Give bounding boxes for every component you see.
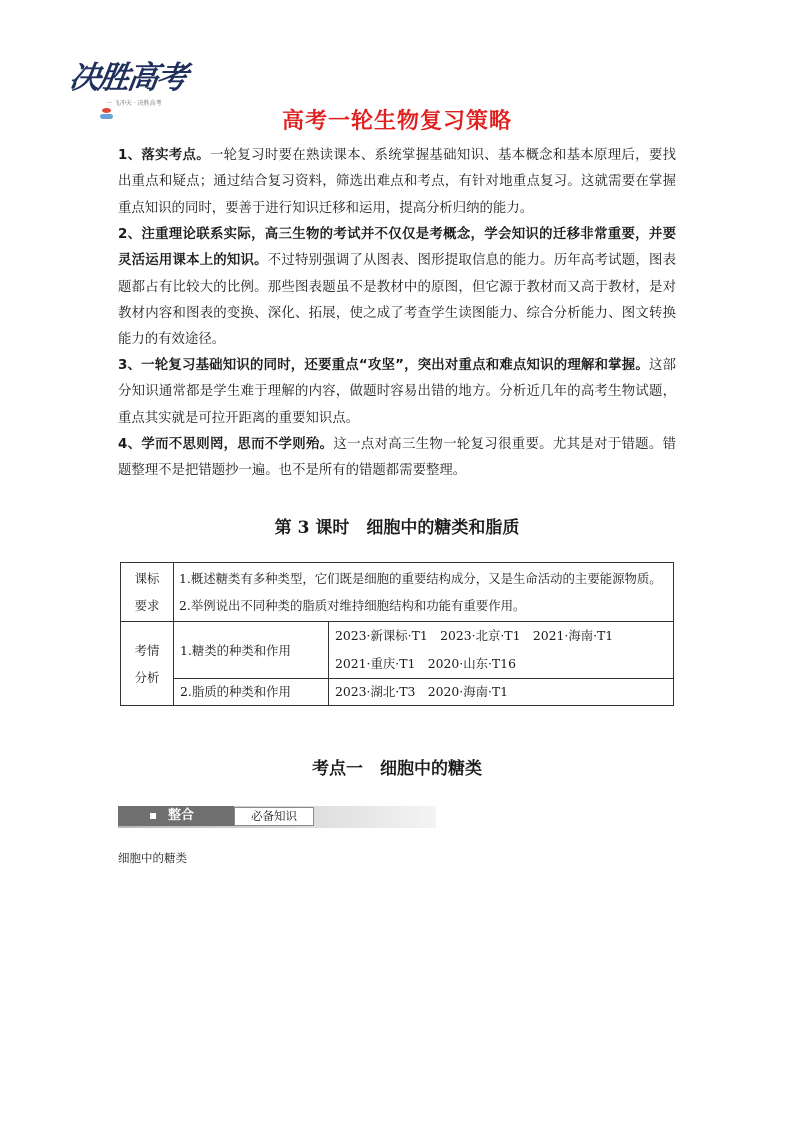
banner-dark-tab	[118, 806, 234, 826]
strategy-paragraph-3	[118, 353, 676, 432]
banner-light-label: 必备知识	[234, 807, 314, 826]
analysis-label-cell	[121, 622, 174, 706]
table-row	[121, 679, 674, 706]
strategy-body: 这部分知识通常都是学生难于理解的内容，做题时容易出错的地方。分析近几年的高考生物试题，重点其实就是可拉开距离的重要知识点。	[118, 358, 676, 426]
point-title: 考点一 细胞中的糖类	[312, 759, 482, 779]
main-title: 高考一轮生物复习策略	[281, 109, 512, 134]
table-row	[121, 622, 674, 679]
logo-subtext: 一 飞冲天 · 决胜高考	[106, 100, 162, 107]
strategy-paragraph-2	[118, 222, 676, 353]
strategy-lead: 1、落实考点。	[118, 148, 210, 163]
strategy-paragraph-4	[118, 432, 676, 485]
section-banner	[118, 806, 436, 828]
standard-label-line: 要求	[134, 598, 160, 613]
strategy-body: 这一点对高三生物一轮复习很重要。尤其是对于错题。错题整理不是把错题抄一遍。也不是所有的错题都需要整理。	[118, 437, 676, 479]
analysis-label-line: 考情	[134, 642, 160, 658]
analysis-label-line: 分析	[134, 669, 160, 685]
standard-label-line: 课标	[134, 571, 160, 586]
banner-dark-label: 整合	[168, 808, 195, 823]
topic-cell: 1.糖类的种类和作用	[174, 622, 329, 679]
strategy-body: 不过特别强调了从图表、图形提取信息的能力。历年高考试题，图表题都占有比较大的比例。那些图表题虽不是教材中的原图，但它源于教材而又高于教材，是对教材内容和图表的变换、深化、拓展，使之成了考查学生读图能力、综合分析能力、图文转换能力的有效途径。	[118, 253, 677, 348]
standard-label-cell	[121, 563, 174, 622]
square-bullet-icon	[150, 813, 156, 819]
strategy-body: 一轮复习时要在熟读课本、系统掌握基础知识、基本概念和基本原理后，要找出重点和疑点；通过结合复习资料，筛选出难点和考点，有针对地重点复习。这就需要在掌握重点知识的同时，要善于进行知识迁移和运用，提高分析归纳的能力。	[118, 148, 676, 216]
strategy-paragraph-1	[118, 143, 676, 222]
strategy-lead: 3、一轮复习基础知识的同时，还要重点“攻坚”，突出对重点和难点知识的理解和掌握。	[118, 358, 649, 373]
lesson-title: 第 3 课时 细胞中的糖类和脂质	[274, 518, 520, 538]
standard-text-cell: 1.概述糖类有多种类型，它们既是细胞的重要结构成分，又是生命活动的主要能源物质。2.举例说出不同种类的脂质对维持细胞结构和功能有重要作用。	[174, 563, 674, 622]
sources-line: 2021·重庆·T1 2020·山东·T16	[335, 656, 516, 671]
strategy-lead: 4、学而不思则罔，思而不学则殆。	[118, 437, 334, 452]
sources-cell: 2023·湖北·T3 2020·海南·T1	[329, 679, 674, 706]
topic-cell: 2.脂质的种类和作用	[174, 679, 329, 706]
sources-line: 2023·新课标·T1 2023·北京·T1 2021·海南·T1	[335, 628, 614, 643]
table-row	[121, 563, 674, 622]
section-note: 细胞中的糖类	[118, 851, 187, 865]
logo-text: 决胜高考	[66, 60, 189, 96]
strategy-lead: 2、注重理论联系实际，高三生物的考试并不仅仅是考概念，学会知识的迁移非常重要，并要灵活运用课本上的知识。	[118, 227, 676, 269]
requirements-table	[120, 562, 674, 706]
sources-cell	[329, 622, 674, 679]
